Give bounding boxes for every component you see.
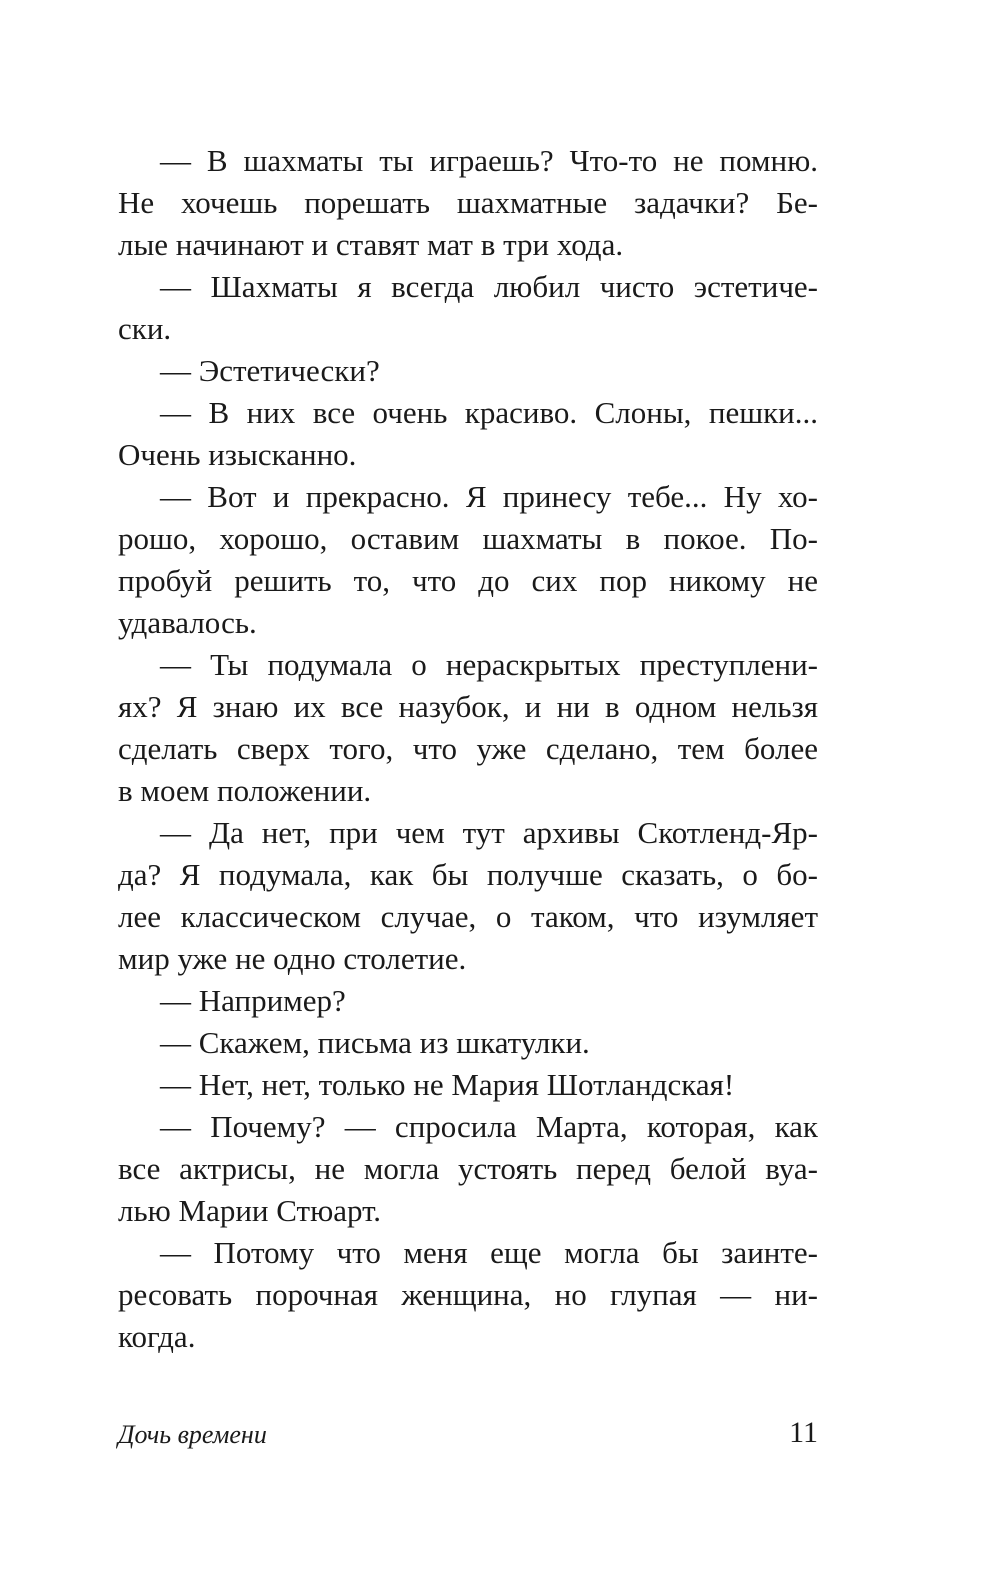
text-line: — Потому что меня еще могла бы заинте- [160,1235,818,1270]
text-line: — Шахматы я всегда любил чисто эстетиче- [160,269,818,304]
text-line: сделать сверх того, что уже сделано, тем более [118,731,818,766]
text-line: ях? Я знаю их все назубок, и ни в одном нельзя [118,689,818,724]
text-line: все актрисы, не могла устоять перед белой вуа- [118,1151,818,1186]
text-line: — Например? [160,983,346,1018]
text-line: рошо, хорошо, оставим шахматы в покое. По- [118,521,818,556]
text-line: — Да нет, при чем тут архивы Скотленд-Яр- [160,815,818,850]
text-line: удавалось. [118,605,257,640]
text-line: — В шахматы ты играешь? Что-то не помню. [160,143,818,178]
text-line: лее классическом случае, о таком, что изумляет [118,899,818,934]
text-line: лью Марии Стюарт. [118,1193,382,1228]
page-number: 11 [789,1416,818,1449]
text-line: да? Я подумала, как бы получше сказать, о бо- [118,857,818,892]
text-line: — Нет, нет, только не Мария Шотландская! [160,1067,735,1102]
text-line: ресовать порочная женщина, но глупая — ни- [118,1277,818,1312]
text-line: Не хочешь порешать шахматные задачки? Бе- [118,185,818,220]
text-line: когда. [118,1319,196,1354]
text-line: — В них все очень красиво. Слоны, пешки... [160,395,818,430]
running-footer-book-title: Дочь времени [118,1420,267,1449]
text-line: Очень изысканно. [118,437,357,472]
text-line: пробуй решить то, что до сих пор никому не [118,563,818,598]
text-line: в моем положении. [118,773,372,808]
text-line: ски. [118,311,172,346]
text-line: — Скажем, письма из шкатулки. [160,1025,590,1060]
text-line: — Ты подумала о нераскрытых преступлени- [160,647,818,682]
text-line: — Вот и прекрасно. Я принесу тебе... Ну хо- [160,479,818,514]
text-line: мир уже не одно столетие. [118,941,467,976]
text-line: лые начинают и ставят мат в три хода. [118,227,624,262]
text-line: — Эстетически? [160,353,380,388]
page-body-text [118,140,818,1358]
text-line: — Почему? — спросила Марта, которая, как [160,1109,818,1144]
